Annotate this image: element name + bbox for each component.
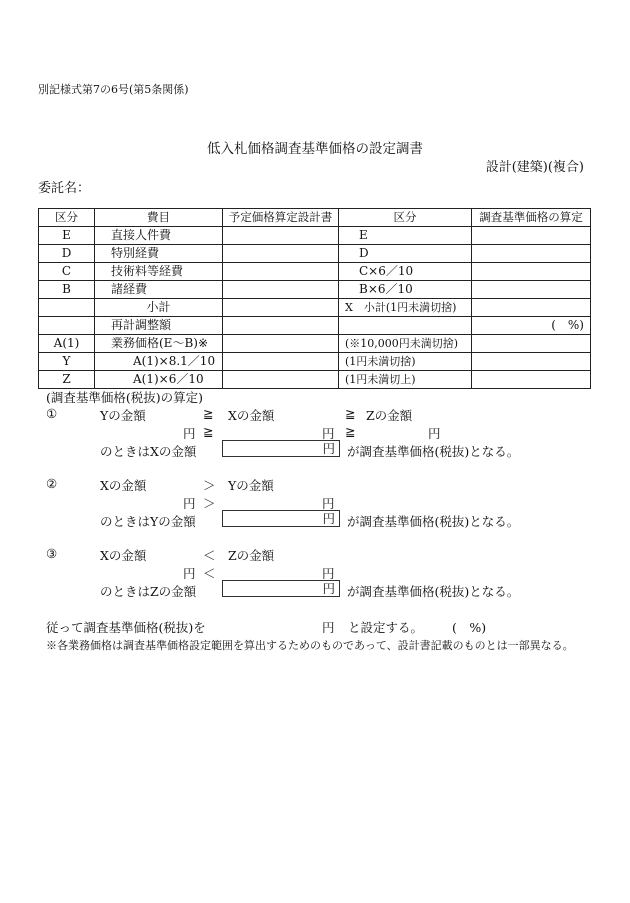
row-design-estimate — [223, 317, 339, 335]
row-category: C×6／10 — [339, 263, 472, 281]
case1-op1: ≧ — [203, 406, 214, 421]
row-division: Y — [39, 353, 95, 371]
table-row — [39, 335, 591, 353]
row-category: (1円未満切捨) — [339, 353, 472, 371]
case1-amount-box[interactable] — [222, 440, 340, 457]
case1-result: が調査基準価格(税抜)となる。 — [347, 444, 520, 459]
case2-yen-b: 円 — [322, 496, 335, 511]
table-row — [39, 353, 591, 371]
case1-box-yen: 円 — [322, 441, 335, 456]
header-design-estimate: 予定価格算定設計書 — [223, 209, 339, 227]
row-category: B×6／10 — [339, 281, 472, 299]
row-category: (1円未満切上) — [339, 371, 472, 389]
case2-x-amount: Xの金額 — [100, 478, 147, 493]
header-division: 区分 — [39, 209, 95, 227]
case3-yen-b: 円 — [322, 566, 335, 581]
case1-yen-a: 円 — [183, 426, 196, 441]
table-row — [39, 317, 591, 335]
row-item: A(1)×6／10 — [95, 371, 223, 389]
case1-op1-line2: ≧ — [203, 424, 214, 439]
table-row — [39, 263, 591, 281]
case1-z-amount: Zの金額 — [366, 408, 413, 423]
calc-heading: (調査基準価格(税抜)の算定) — [46, 390, 204, 405]
row-design-estimate — [223, 335, 339, 353]
case2-amount-box[interactable] — [222, 510, 340, 527]
case2-box-yen: 円 — [322, 511, 335, 526]
row-rate: ( %) — [472, 317, 591, 335]
row-design-estimate — [223, 371, 339, 389]
case2-number: ② — [46, 476, 58, 491]
case2-op-line2: ＞ — [203, 496, 216, 511]
row-item: 直接人件費 — [95, 227, 223, 245]
case1-yen-c: 円 — [428, 426, 441, 441]
case2-yen-a: 円 — [183, 496, 196, 511]
case3-box-yen: 円 — [322, 581, 335, 596]
conclusion-suffix: と設定する。 — [348, 620, 424, 635]
row-item: 特別経費 — [95, 245, 223, 263]
footnote: ※各業務価格は調査基準価格設定範囲を算出するためのものであって、設計書記載のものとは一部異なる。 — [46, 639, 574, 652]
case3-yen-a: 円 — [183, 566, 196, 581]
case3-z-amount: Zの金額 — [228, 548, 275, 563]
table-row — [39, 227, 591, 245]
case2-result: が調査基準価格(税抜)となる。 — [347, 514, 520, 529]
case3-result: が調査基準価格(税抜)となる。 — [347, 584, 520, 599]
header-survey-calc: 調査基準価格の算定 — [472, 209, 591, 227]
row-division: C — [39, 263, 95, 281]
row-category: D — [339, 245, 472, 263]
row-survey-calc — [472, 353, 591, 371]
conclusion-rate: ( %) — [452, 620, 487, 635]
case2-op: ＞ — [203, 478, 216, 493]
row-survey-calc — [472, 335, 591, 353]
row-category: X 小計(1円未満切捨) — [339, 299, 472, 317]
case2-when: のときはYの金額 — [100, 514, 196, 529]
case3-number: ③ — [46, 546, 58, 561]
case3-amount-box[interactable] — [222, 580, 340, 597]
row-item: 技術料等経費 — [95, 263, 223, 281]
header-category: 区分 — [339, 209, 472, 227]
row-design-estimate — [223, 245, 339, 263]
table-row — [39, 299, 591, 317]
page-title: 低入札価格調査基準価格の設定調書 — [207, 141, 423, 157]
row-category: E — [339, 227, 472, 245]
header-item: 費目 — [95, 209, 223, 227]
conclusion-prefix: 従って調査基準価格(税抜)を — [46, 620, 206, 635]
row-item: 諸経費 — [95, 281, 223, 299]
row-item: A(1)×8.1／10 — [95, 353, 223, 371]
form-id: 別記様式第7の6号(第5条関係) — [38, 83, 189, 96]
row-design-estimate — [223, 263, 339, 281]
case3-op-line2: ＜ — [203, 566, 216, 581]
table-row — [39, 245, 591, 263]
row-design-estimate — [223, 299, 339, 317]
row-survey-calc — [472, 227, 591, 245]
row-division: A(1) — [39, 335, 95, 353]
table-row — [39, 281, 591, 299]
case2-y-amount: Yの金額 — [228, 478, 274, 493]
row-item: 小計 — [95, 299, 223, 317]
row-category — [339, 317, 472, 335]
case3-x-amount: Xの金額 — [100, 548, 147, 563]
case3-when: のときはZの金額 — [100, 584, 197, 599]
row-division — [39, 317, 95, 335]
conclusion-yen: 円 — [322, 620, 335, 635]
case1-y-amount: Yの金額 — [100, 408, 146, 423]
row-survey-calc — [472, 281, 591, 299]
case1-number: ① — [46, 406, 58, 421]
row-item: 業務価格(E〜B)※ — [95, 335, 223, 353]
case1-op2: ≧ — [345, 406, 356, 421]
row-design-estimate — [223, 227, 339, 245]
table-row — [39, 371, 591, 389]
case1-op2-line2: ≧ — [345, 424, 356, 439]
case1-x-amount: Xの金額 — [228, 408, 275, 423]
document-subtitle: 設計(建築)(複合) — [485, 160, 584, 175]
table-header-row — [39, 209, 591, 227]
case3-op: ＜ — [203, 548, 216, 563]
row-division: B — [39, 281, 95, 299]
case1-yen-b: 円 — [322, 426, 335, 441]
row-division: E — [39, 227, 95, 245]
row-division — [39, 299, 95, 317]
row-survey-calc — [472, 263, 591, 281]
client-label: 委託名： — [38, 181, 91, 196]
row-division: Z — [39, 371, 95, 389]
case1-when: のときはXの金額 — [100, 444, 197, 459]
row-survey-calc — [472, 245, 591, 263]
row-item: 再計調整額 — [95, 317, 223, 335]
row-category: (※10,000円未満切捨) — [339, 335, 472, 353]
row-design-estimate — [223, 281, 339, 299]
row-survey-calc — [472, 299, 591, 317]
row-survey-calc — [472, 371, 591, 389]
row-division: D — [39, 245, 95, 263]
row-design-estimate — [223, 353, 339, 371]
calculation-table — [38, 208, 591, 389]
